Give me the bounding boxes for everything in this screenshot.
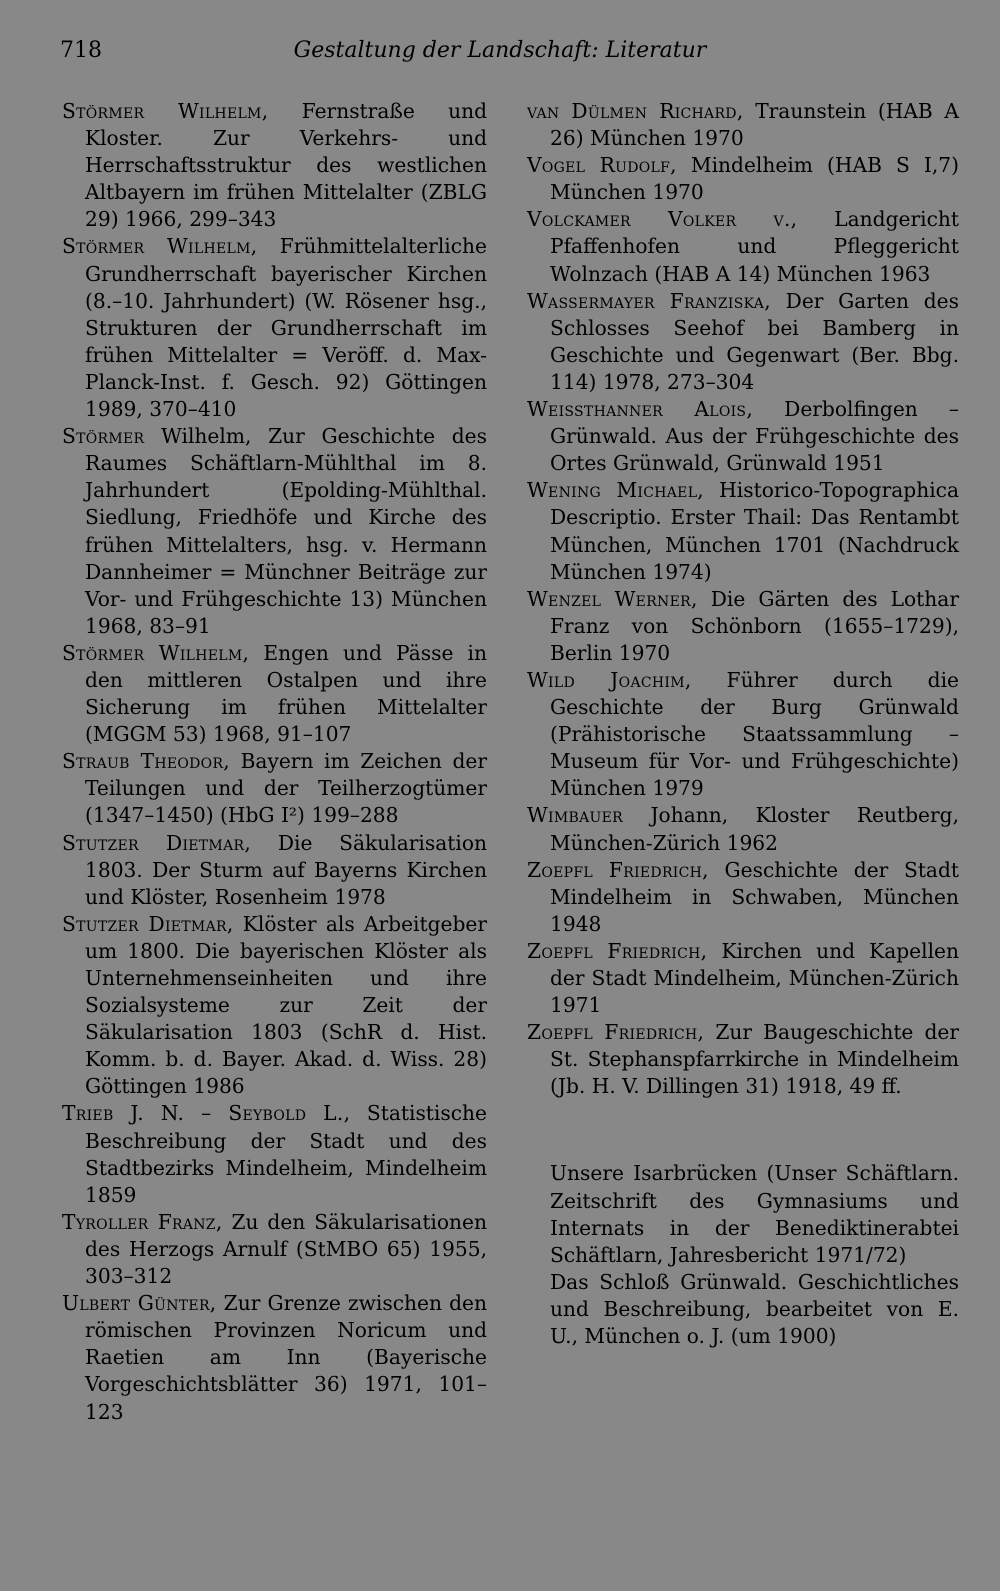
entry-author: van Dülmen Richard, <box>527 99 744 123</box>
entry-author: Zoepfl Friedrich, <box>527 857 709 882</box>
entry-text: Kirchen und Kapellen der Stadt Mindelheim, München-Zürich 1971 <box>550 938 959 1018</box>
entry-author: Störmer Wilhelm, <box>62 640 250 665</box>
entry-author: Störmer Wilhelm, <box>62 99 269 123</box>
entry-author: Straub Theodor, <box>62 749 231 774</box>
right-column <box>527 98 959 1350</box>
bibliography-entry <box>62 98 487 233</box>
bibliography-entry <box>527 98 959 152</box>
bibliography-entry <box>527 477 959 585</box>
bibliography-entry <box>62 1290 487 1425</box>
bibliography-entry <box>527 938 959 1019</box>
bibliography-entry <box>527 288 959 396</box>
entry-text: Geschichte der Stadt Mindelheim in Schwaben, München 1948 <box>550 857 959 936</box>
entry-author: Tyroller Franz, <box>62 1209 223 1234</box>
entry-text: Derbolfingen – Grünwald. Aus der Frühgeschichte des Ortes Grünwald, Grünwald 1951 <box>550 397 959 476</box>
bibliography-entry <box>62 233 487 423</box>
entry-text: Wilhelm, Zur Geschichte des Raumes Schäftlarn-Mühlthal im 8. Jahrhundert (Epolding-Mühlthal. Siedlung, Friedhöfe und Kirche des frühen Mittelalters, hsg. v. Hermann Dannheimer = Münchner Beiträge zur Vor- und Frühgeschichte 13) München 1968, 83–91 <box>85 424 487 638</box>
bibliography-entry <box>527 396 959 477</box>
entry-text: Der Garten des Schlosses Seehof bei Bamberg in Geschichte und Gegenwart (Ber. Bbg. 114) 1978, 273–304 <box>550 288 959 394</box>
bibliography-entry <box>62 423 487 640</box>
entry-author: Wimbauer <box>527 803 623 828</box>
entry-text: Engen und Pässe in den mittleren Ostalpen und ihre Sicherung im frühen Mittelalter (MGGM 53) 1968, 91–107 <box>85 640 487 747</box>
page-header <box>0 38 1000 78</box>
entry-text: Mindelheim (HAB S I,7) München 1970 <box>550 153 959 205</box>
entry-author: Vogel Rudolf, <box>527 153 677 178</box>
entry-author: Störmer <box>62 424 145 449</box>
entry-text: Frühmittelalterliche Grundherrschaft bayerischer Kirchen (8.–10. Jahrhundert) (W. Rösener hsg., Strukturen der Grundherrschaft im frühen Mittelalter = Veröff. d. Max-Planck-Inst. f. Gesch. 92) Göttingen 1989, 370–410 <box>85 234 487 422</box>
anonymous-entries <box>527 1160 959 1350</box>
entry-text: Klöster als Arbeitgeber um 1800. Die bayerischen Klöster als Unternehmenseinheiten und ihre Sozialsysteme zur Zeit der Säkularisation 1803 (SchR d. Hist. Komm. b. d. Bayer. Akad. d. Wiss. 28) Göttingen 1986 <box>85 911 488 1099</box>
entry-text: Fernstraße und Kloster. Zur Verkehrs- und Herrschaftsstruktur des westlichen Altbayern im frühen Mittelalter (ZBLG 29) 1966, 299–343 <box>85 99 487 232</box>
page-number: 718 <box>60 38 102 63</box>
entry-author: Trieb J. N. – Seybold L., <box>62 1101 351 1126</box>
entry-author: Wenzel Werner, <box>527 586 698 611</box>
entry-text: Bayern im Zeichen der Teilungen und der Teilherzogtümer (1347–1450) (HbG I²) 199–288 <box>85 749 487 828</box>
entry-author: Stutzer Dietmar, <box>62 830 252 855</box>
entry-text: Johann, Kloster Reutberg, München-Zürich 1962 <box>550 803 959 855</box>
anonymous-entry: Unsere Isarbrücken (Unser Schäftlarn. Zeitschrift des Gymnasiums und Internats in der Benediktinerabtei Schäftlarn, Jahresbericht 1971/72) <box>550 1161 959 1267</box>
entry-author: Zoepfl Friedrich, <box>527 1020 705 1045</box>
entry-author: Wening Michael, <box>527 478 705 503</box>
entry-author: Stutzer Dietmar, <box>62 911 234 936</box>
left-column <box>62 98 487 1426</box>
entry-text: Die Gärten des Lothar Franz von Schönborn (1655–1729), Berlin 1970 <box>550 586 959 665</box>
bibliography-entry <box>527 802 959 856</box>
entry-author: Ulbert Günter, <box>62 1291 217 1316</box>
bibliography-entry <box>527 206 959 287</box>
entry-text: Zu den Säkularisationen des Herzogs Arnulf (StMBO 65) 1955, 303–312 <box>85 1209 487 1289</box>
running-title: Gestaltung der Landschaft: Literatur <box>293 38 707 63</box>
bibliography-entry <box>62 830 487 911</box>
bibliography-entry <box>527 586 959 667</box>
bibliography-entry <box>527 1019 959 1100</box>
bibliography-entry <box>62 1100 487 1208</box>
bibliography-entry <box>62 640 487 748</box>
entry-author: Weissthanner Alois, <box>527 397 754 422</box>
bibliography-entry <box>62 1209 487 1290</box>
entry-text: Zur Baugeschichte der St. Stephanspfarrkirche in Mindelheim (Jb. H. V. Dillingen 31) 1918, 49 ff. <box>550 1020 959 1099</box>
bibliography-entry <box>527 667 959 802</box>
entry-author: Störmer Wilhelm, <box>62 234 258 259</box>
bibliography-entry <box>527 857 959 938</box>
entry-text: Historico-Topographica Descriptio. Erster Thail: Das Rentambt München, München 1701 (Nachdruck München 1974) <box>550 478 959 584</box>
bibliography-entry <box>62 748 487 829</box>
entry-author: Volckamer Volker v., <box>527 207 798 232</box>
entry-author: Wassermayer Franziska, <box>527 288 771 313</box>
bibliography-entry <box>62 911 487 1101</box>
entry-text: Führer durch die Geschichte der Burg Grünwald (Prähistorische Staatssammlung – Museum für Vor- und Frühgeschichte) München 1979 <box>550 667 959 801</box>
entry-text: Zur Grenze zwischen den römischen Provinzen Noricum und Raetien am Inn (Bayerische Vorgeschichtsblätter 36) 1971, 101–123 <box>85 1291 488 1424</box>
entry-author: Zoepfl Friedrich, <box>527 938 708 963</box>
bibliography-entry <box>527 152 959 206</box>
entry-text: Landgericht Pfaffenhofen und Pfleggericht Wolnzach (HAB A 14) München 1963 <box>550 207 960 286</box>
entry-author: Wild Joachim, <box>527 667 692 692</box>
entry-text: Traunstein (HAB A 26) München 1970 <box>550 99 959 151</box>
entry-text: Die Säkularisation 1803. Der Sturm auf Bayerns Kirchen und Klöster, Rosenheim 1978 <box>85 830 487 909</box>
entry-text: Statistische Beschreibung der Stadt und des Stadtbezirks Mindelheim, Mindelheim 1859 <box>85 1101 487 1207</box>
anonymous-entry: Das Schloß Grünwald. Geschichtliches und Beschreibung, bearbeitet von E. U., München o. J. (um 1900) <box>550 1269 959 1349</box>
